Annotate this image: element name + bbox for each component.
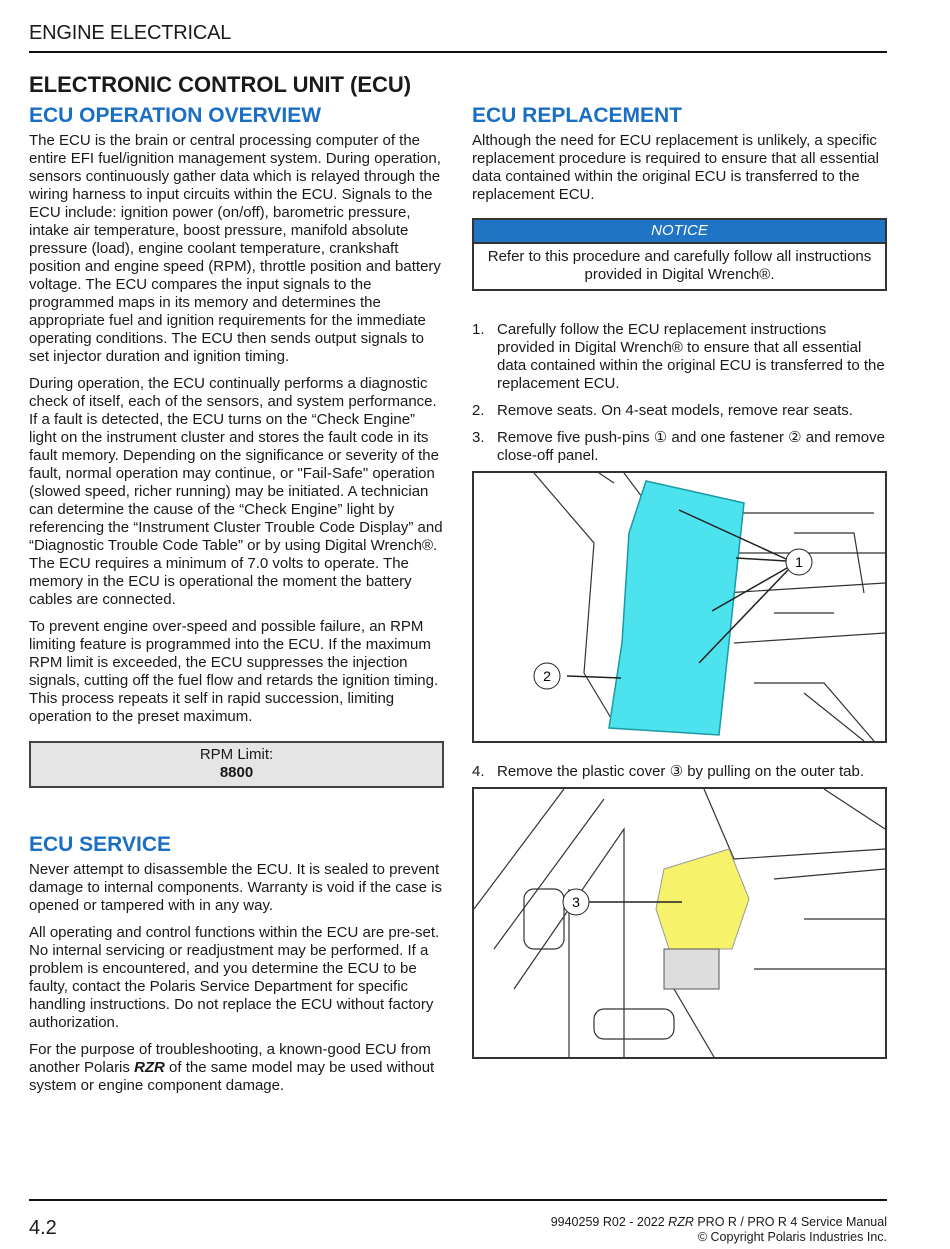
rpm-limit-box [29,741,444,788]
notice-box [472,218,887,291]
callout-1-label: 1 [795,554,803,570]
service-paragraph: Never attempt to disassemble the ECU. It is sealed to prevent damage to internal components. Warranty is void if the case is opened or tampered with in any way. [29,861,442,914]
step-text: Remove five push-pins ① and one fastener ② and remove close-off panel. [497,429,885,464]
left-column [29,72,444,1104]
notice-title: NOTICE [474,220,885,244]
rpm-limit-value: 8800 [219,764,254,781]
figure-plastic-cover [472,787,887,1059]
overview-paragraph: The ECU is the brain or central processing computer of the entire EFI fuel/ignition management system. During operation, sensors continuously gather data which is relayed through the wiring harness to input circuits within the ECU. Signals to the ECU include: ignition power (on/off), barometric pressure, intake air temperature, boost pressure, manifold absolute pressure (load), engine coolant temperature, crankshaft position and engine speed (RPM), throttle position and battery voltage. The ECU compares the input signals to the programmed maps in its memory and determines the appropriate fuel and ignition requirements for the immediate operating conditions. The ECU then sends output signals to set injector duration and ignition timing. [29,132,441,365]
replacement-heading: ECU REPLACEMENT [472,104,683,127]
service-paragraph: All operating and control functions within the ECU are pre-set. No internal servicing or readjustment may be performed. If a problem is encountered, and you determine the ECU to be faulty, contact the Polaris Service Department for specific handling instructions. Do not replace the ECU without factory authorization. [29,924,440,1031]
overview-paragraph: To prevent engine over-speed and possible failure, an RPM limiting feature is programmed into the ECU. If the maximum RPM limit is exceeded, the ECU suppresses the injection signals, cutting off the fuel flow and retards the ignition timing. This process repeats it self in rapid succession, limiting operation to the preset maximum. [29,618,439,725]
page-title: ELECTRONIC CONTROL UNIT (ECU) [29,72,412,97]
manual-title [551,1215,887,1230]
service-paragraph-rzr [29,1041,444,1095]
notice-body: Refer to this procedure and carefully follow all instructions provided in Digital Wrench®. [487,248,872,283]
step-item [472,402,887,420]
close-off-panel [609,481,744,735]
right-column [472,104,887,1079]
step-number: 4. [472,763,485,780]
text: For the purpose of troubleshooting, a known-good ECU from another Polaris [29,1041,431,1076]
overview-paragraph: During operation, the ECU continually performs a diagnostic check of itself, each of the sensors, and system performance. If a fault is detected, the ECU turns on the “Check Engine” light on the instrument cluster and stores the fault code in its fault memory. Depending on the significance or severity of the fault, normal operation may continue, or "Fail-Safe" operation (slowed speed, richer running) may be initiated. A technician can determine the cause of the “Check Engine” light by referencing the “Instrument Cluster Trouble Code Display” and “Diagnostic Trouble Code Table” or by using Digital Wrench®. The ECU requires a minimum of 7.0 volts to operate. The memory in the ECU is operational the moment the battery cables are connected. [29,375,443,608]
replacement-intro: Although the need for ECU replacement is unlikely, a specific replacement procedure is required to ensure that all essential data contained within the original ECU is transferred to the replacement ECU. [472,132,879,203]
step-number: 2. [472,402,485,419]
close-off-panel-illustration [474,473,885,741]
step-number: 1. [472,321,485,338]
copyright: © Copyright Polaris Industries Inc. [697,1230,887,1244]
step-item [472,321,887,393]
step-list [472,763,887,781]
brand-rzr: RZR [134,1059,165,1076]
figure-close-off-panel [472,471,887,743]
footer-info [551,1215,887,1245]
step-item [472,763,887,781]
step-list [472,321,887,465]
step-text: Remove seats. On 4-seat models, remove rear seats. [497,402,853,419]
callout-3-label: 3 [572,894,580,910]
footer-rule [29,1199,887,1201]
rpm-limit-label: RPM Limit: [199,746,274,763]
text: 9940259 R02 - 2022 [550,1215,669,1229]
service-heading: ECU SERVICE [29,833,171,856]
plastic-cover [656,849,749,949]
step-item [472,429,887,465]
plastic-cover-illustration [474,789,885,1057]
overview-heading: ECU OPERATION OVERVIEW [29,104,322,127]
callout-2-label: 2 [543,668,551,684]
step-number: 3. [472,429,485,446]
header-rule [29,51,887,53]
text: PRO R / PRO R 4 Service Manual [693,1215,887,1229]
step-text: Remove the plastic cover ③ by pulling on the outer tab. [497,763,864,780]
section-header: ENGINE ELECTRICAL [29,22,232,44]
brand-rzr: RZR [668,1215,694,1229]
text: of the same model may be used without system or engine component damage. [29,1059,435,1094]
step-text: Carefully follow the ECU replacement instructions provided in Digital Wrench® to ensure that all essential data contained within the original ECU is transferred to the replacement ECU. [497,321,885,392]
page-number: 4.2 [29,1217,57,1239]
